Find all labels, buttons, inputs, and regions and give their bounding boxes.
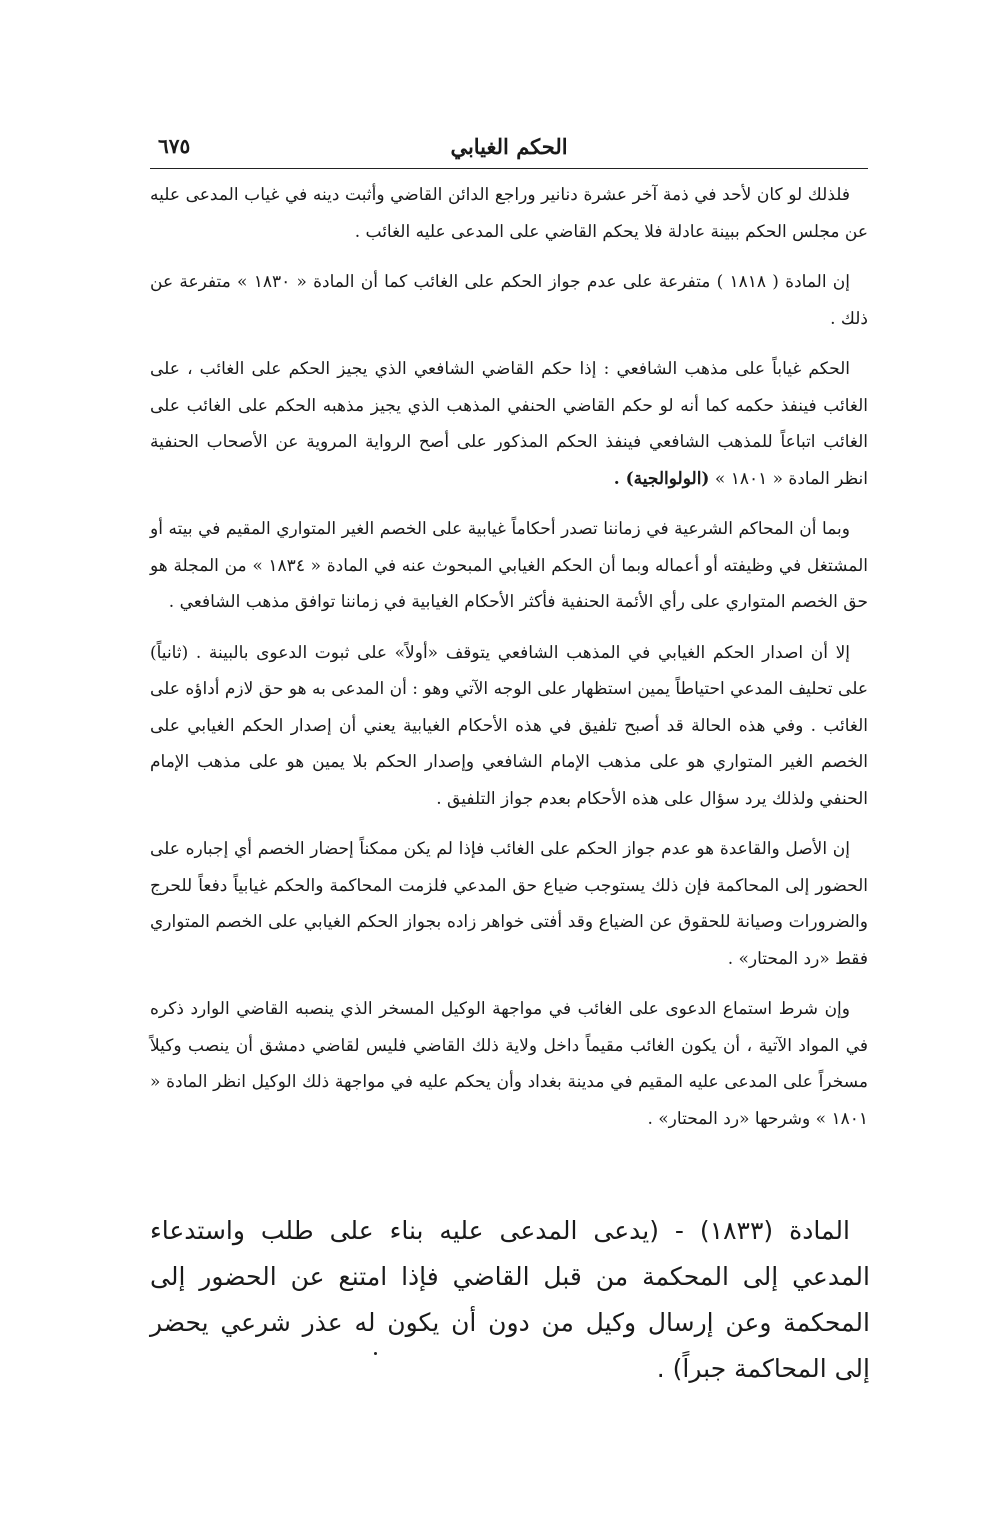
- page-number: ٦٧٥: [158, 134, 191, 158]
- paragraph-3: [150, 351, 868, 497]
- paragraph-6-text: إن الأصل والقاعدة هو عدم جواز الحكم على الغائب فإذا لم يكن ممكناً إحضار الخصم أي إجباره على الحضور إلى المحاكمة فإن ذلك يستوجب ضياع حق المدعي فلزمت المحاكمة والحكم غيابياً دفعاً للحرج والضرورات وصيانة للحقوق عن الضياع وقد أفتى خواهر زاده بجواز الحكم الغيابي على الخصم المتواري فقط «رد المحتار» .: [150, 839, 868, 969]
- paragraph-1-text: فلذلك لو كان لأحد في ذمة آخر عشرة دنانير وراجع الدائن القاضي وأثبت دينه في غياب المدعى عليه عن مجلس الحكم ببينة عادلة فلا يحكم القاضي على المدعى عليه الغائب .: [150, 185, 868, 242]
- paragraph-5-text: إلا أن اصدار الحكم الغيابي في المذهب الشافعي يتوقف «أولاً» على ثبوت الدعوى بالبينة . (ثانياً) على تحليف المدعي احتياطاً يمين استظهار على الوجه الآتي وهو : أن المدعى به هو حق لازم أداؤه على الغائب . وفي هذه الحالة قد أصبح تلفيق في هذه الأحكام الغيابية يعني أن إصدار الحكم الغيابي على الخصم الغير المتواري هو على مذهب الإمام الشافعي وإصدار الحكم بلا يمين هو على مذهب الإمام الحنفي ولذلك يرد سؤال على هذه الأحكام بعدم جواز التلفيق .: [150, 642, 868, 809]
- article-1833-text: المادة (١٨٣٣) - (يدعى المدعى عليه بناء على طلب واستدعاء المدعي إلى المحكمة من قبل القاضي فإذا امتنع عن الحضور إلى المحكمة وعن إرسال وكيل من دون أن يكون له عذر شرعي يحضر إلى المحاكمة جبراً) .: [150, 1216, 870, 1383]
- paragraph-7: [150, 991, 868, 1137]
- paragraph-2: [150, 264, 868, 337]
- paragraph-6: [150, 831, 868, 977]
- paragraph-4-text: وبما أن المحاكم الشرعية في زماننا تصدر أحكاماً غيابية على الخصم الغير المتواري المقيم في بيته أو المشتغل في وظيفته أو أعماله وبما أن الحكم الغيابي المبحوث عنه في المادة « ١٨٣٤ » من المجلة هو حق الخصم المتواري على رأي الأئمة الحنفية فأكثر الأحكام الغيابية في زماننا توافق مذهب الشافعي .: [150, 519, 868, 612]
- article-1833: [150, 1208, 870, 1392]
- header-rule: [150, 168, 868, 169]
- running-title: الحكم الغيابي: [450, 134, 568, 159]
- paragraph-7-text: وإن شرط استماع الدعوى على الغائب في مواجهة الوكيل المسخر الذي ينصبه القاضي الوارد ذكره في المواد الآتية ، أن يكون الغائب مقيماً داخل ولاية ذلك القاضي فليس لقاضي دمشق أن ينصب وكيلاً مسخراً على المدعى عليه المقيم في مدينة بغداد وأن يحكم عليه في مواجهة ذلك الوكيل انظر المادة « ١٨٠١ » وشرحها «رد المحتار» .: [150, 999, 868, 1129]
- stray-dot: [374, 1352, 377, 1355]
- paragraph-1: [150, 177, 868, 250]
- page: [150, 128, 868, 1137]
- paragraph-5: [150, 635, 868, 818]
- paragraph-3-source: (الولوالجية) .: [613, 468, 710, 489]
- paragraph-4: [150, 511, 868, 621]
- paragraph-2-text: إن المادة ( ١٨١٨ ) متفرعة على عدم جواز الحكم على الغائب كما أن المادة « ١٨٣٠ » متفرعة عن ذلك .: [150, 272, 868, 329]
- page-header: [150, 128, 868, 164]
- body-text: [150, 177, 868, 1137]
- paragraph-3-text: الحكم غياباً على مذهب الشافعي : إذا حكم القاضي الشافعي الذي يجيز الحكم على الغائب ، على الغائب فينفذ حكمه كما أنه لو حكم القاضي الحنفي المذهب الذي يجيز مذهبه الحكم على الغائب على الغائب اتباعاً للمذهب الشافعي فينفذ الحكم المذكور على أصح الرواية المروية عن الأصحاب الحنفية انظر المادة « ١٨٠١ »: [150, 359, 868, 489]
